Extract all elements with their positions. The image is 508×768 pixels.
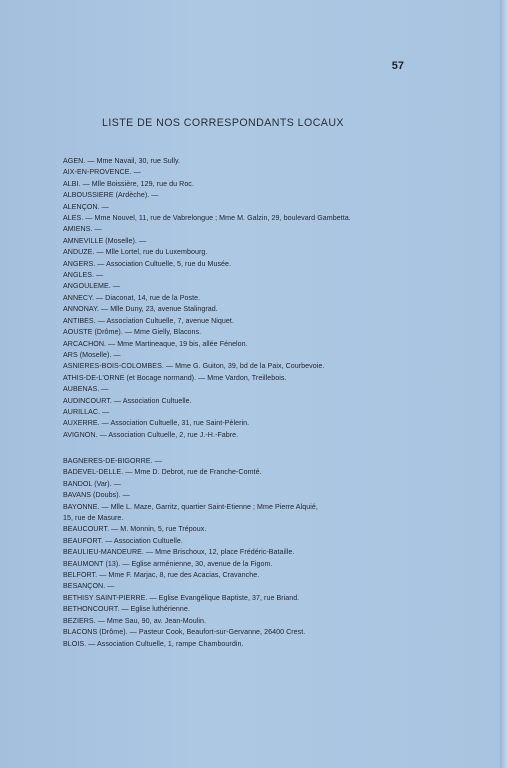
list-item: ANNECY. — Diaconat, 14, rue de la Poste. bbox=[63, 293, 201, 302]
list-item: AVIGNON. — Association Cultuelle, 2, rue J.-H.-Fabre. bbox=[63, 430, 239, 439]
list-item: ANDUZE. — Mlle Lortel, rue du Luxembourg. bbox=[63, 248, 208, 257]
list-item: ARCACHON. — Mme Martineaque, 19 bis, allée Fénelon. bbox=[63, 339, 248, 348]
list-item: ATHIS-DE-L'ORNE (et Bocage normand). — Mme Vardon, Treillebois. bbox=[63, 373, 287, 382]
list-item: AIX-EN-PROVENCE. — bbox=[63, 168, 141, 177]
list-item: BEAUFORT. — Association Cultuelle. bbox=[63, 536, 183, 545]
list-item: BETHONCOURT. — Eglise luthérienne. bbox=[63, 605, 190, 614]
page-edge bbox=[500, 0, 508, 768]
list-item: AGEN. — Mme Navail, 30, rue Sully. bbox=[63, 157, 181, 165]
correspondents-list-a bbox=[63, 156, 483, 441]
list-item: ANGERS. — Association Cultuelle, 5, rue du Musée. bbox=[63, 259, 232, 268]
list-item: AUDINCOURT. — Association Cultuelle. bbox=[63, 396, 192, 405]
list-item: ALES. — Mme Nouvel, 11, rue de Vabrelongue ; Mme M. Galzin, 29, boulevard Gambetta. bbox=[63, 214, 351, 223]
list-item: BEAULIEU-MANDEURE. — Mme Brischoux, 12, place Frédéric-Bataille. bbox=[63, 548, 295, 557]
list-item: ALBI. — Mlle Boissière, 129, rue du Roc. bbox=[63, 179, 194, 188]
list-item: AUBENAS. — bbox=[63, 385, 109, 394]
list-item: AMNEVILLE (Moselle). — bbox=[63, 236, 147, 245]
list-item: AOUSTE (Drôme). — Mme Gielly, Blacons. bbox=[63, 328, 202, 337]
list-item: AUXERRE. — Association Cultuelle, 31, rue Saint-Pèlerin. bbox=[63, 419, 250, 428]
list-item: ASNIERES-BOIS-COLOMBES. — Mme G. Guiton, 39, bd de la Paix, Courbevoie. bbox=[63, 362, 325, 371]
correspondents-list-b bbox=[63, 456, 483, 650]
list-item: BAVANS (Doubs). — bbox=[63, 491, 130, 500]
list-item: ARS (Moselle). — bbox=[63, 350, 121, 359]
list-item: ALENÇON. — bbox=[63, 202, 109, 211]
list-item: 15, rue de Masure. bbox=[63, 514, 124, 523]
list-item: BLOIS. — Association Cultuelle, 1, rampe Chambourdin. bbox=[63, 639, 244, 648]
list-item: AURILLAC. — bbox=[63, 407, 110, 416]
list-item: BAYONNE. — Mlle L. Maze, Garritz, quartier Saint-Etienne ; Mme Pierre Alquié, bbox=[63, 502, 318, 511]
list-item: BETHISY SAINT-PIERRE. — Eglise Evangélique Baptiste, 37, rue Briand. bbox=[63, 593, 300, 602]
list-item: ANGOULEME. — bbox=[63, 282, 120, 291]
page-number: 57 bbox=[391, 60, 404, 72]
list-item: BAGNERES-DE-BIGORRE. — bbox=[63, 457, 162, 465]
list-item: BEZIERS. — Mme Sau, 90, av. Jean-Moulin. bbox=[63, 616, 207, 625]
list-item: BESANÇON. — bbox=[63, 582, 115, 591]
list-item: BEAUMONT (13). — Eglise arménienne, 30, avenue de la Figom. bbox=[63, 559, 273, 568]
list-item: ANGLES. — bbox=[63, 271, 104, 280]
list-item: ANNONAY. — Mlle Duny, 23, avenue Stalingrad. bbox=[63, 305, 218, 314]
page-title: LISTE DE NOS CORRESPONDANTS LOCAUX bbox=[102, 117, 344, 129]
list-item: ANTIBES. — Association Cultuelle, 7, avenue Niquet. bbox=[63, 316, 234, 325]
list-item: BLACONS (Drôme). — Pasteur Cook, Beaufort-sur-Gervanne, 26400 Crest. bbox=[63, 628, 306, 637]
list-item: ALBOUSSIERE (Ardèche). — bbox=[63, 191, 159, 200]
list-item: BEAUCOURT. — M. Monnin, 5, rue Trépoux. bbox=[63, 525, 207, 534]
list-item: BELFORT. — Mme F. Marjac, 8, rue des Acacias, Cravanche. bbox=[63, 571, 260, 580]
list-item: BADEVEL-DELLE. — Mme D. Debrot, rue de Franche-Comté. bbox=[63, 468, 262, 477]
list-item: AMIENS. — bbox=[63, 225, 102, 234]
list-item: BANDOL (Var). — bbox=[63, 479, 121, 488]
